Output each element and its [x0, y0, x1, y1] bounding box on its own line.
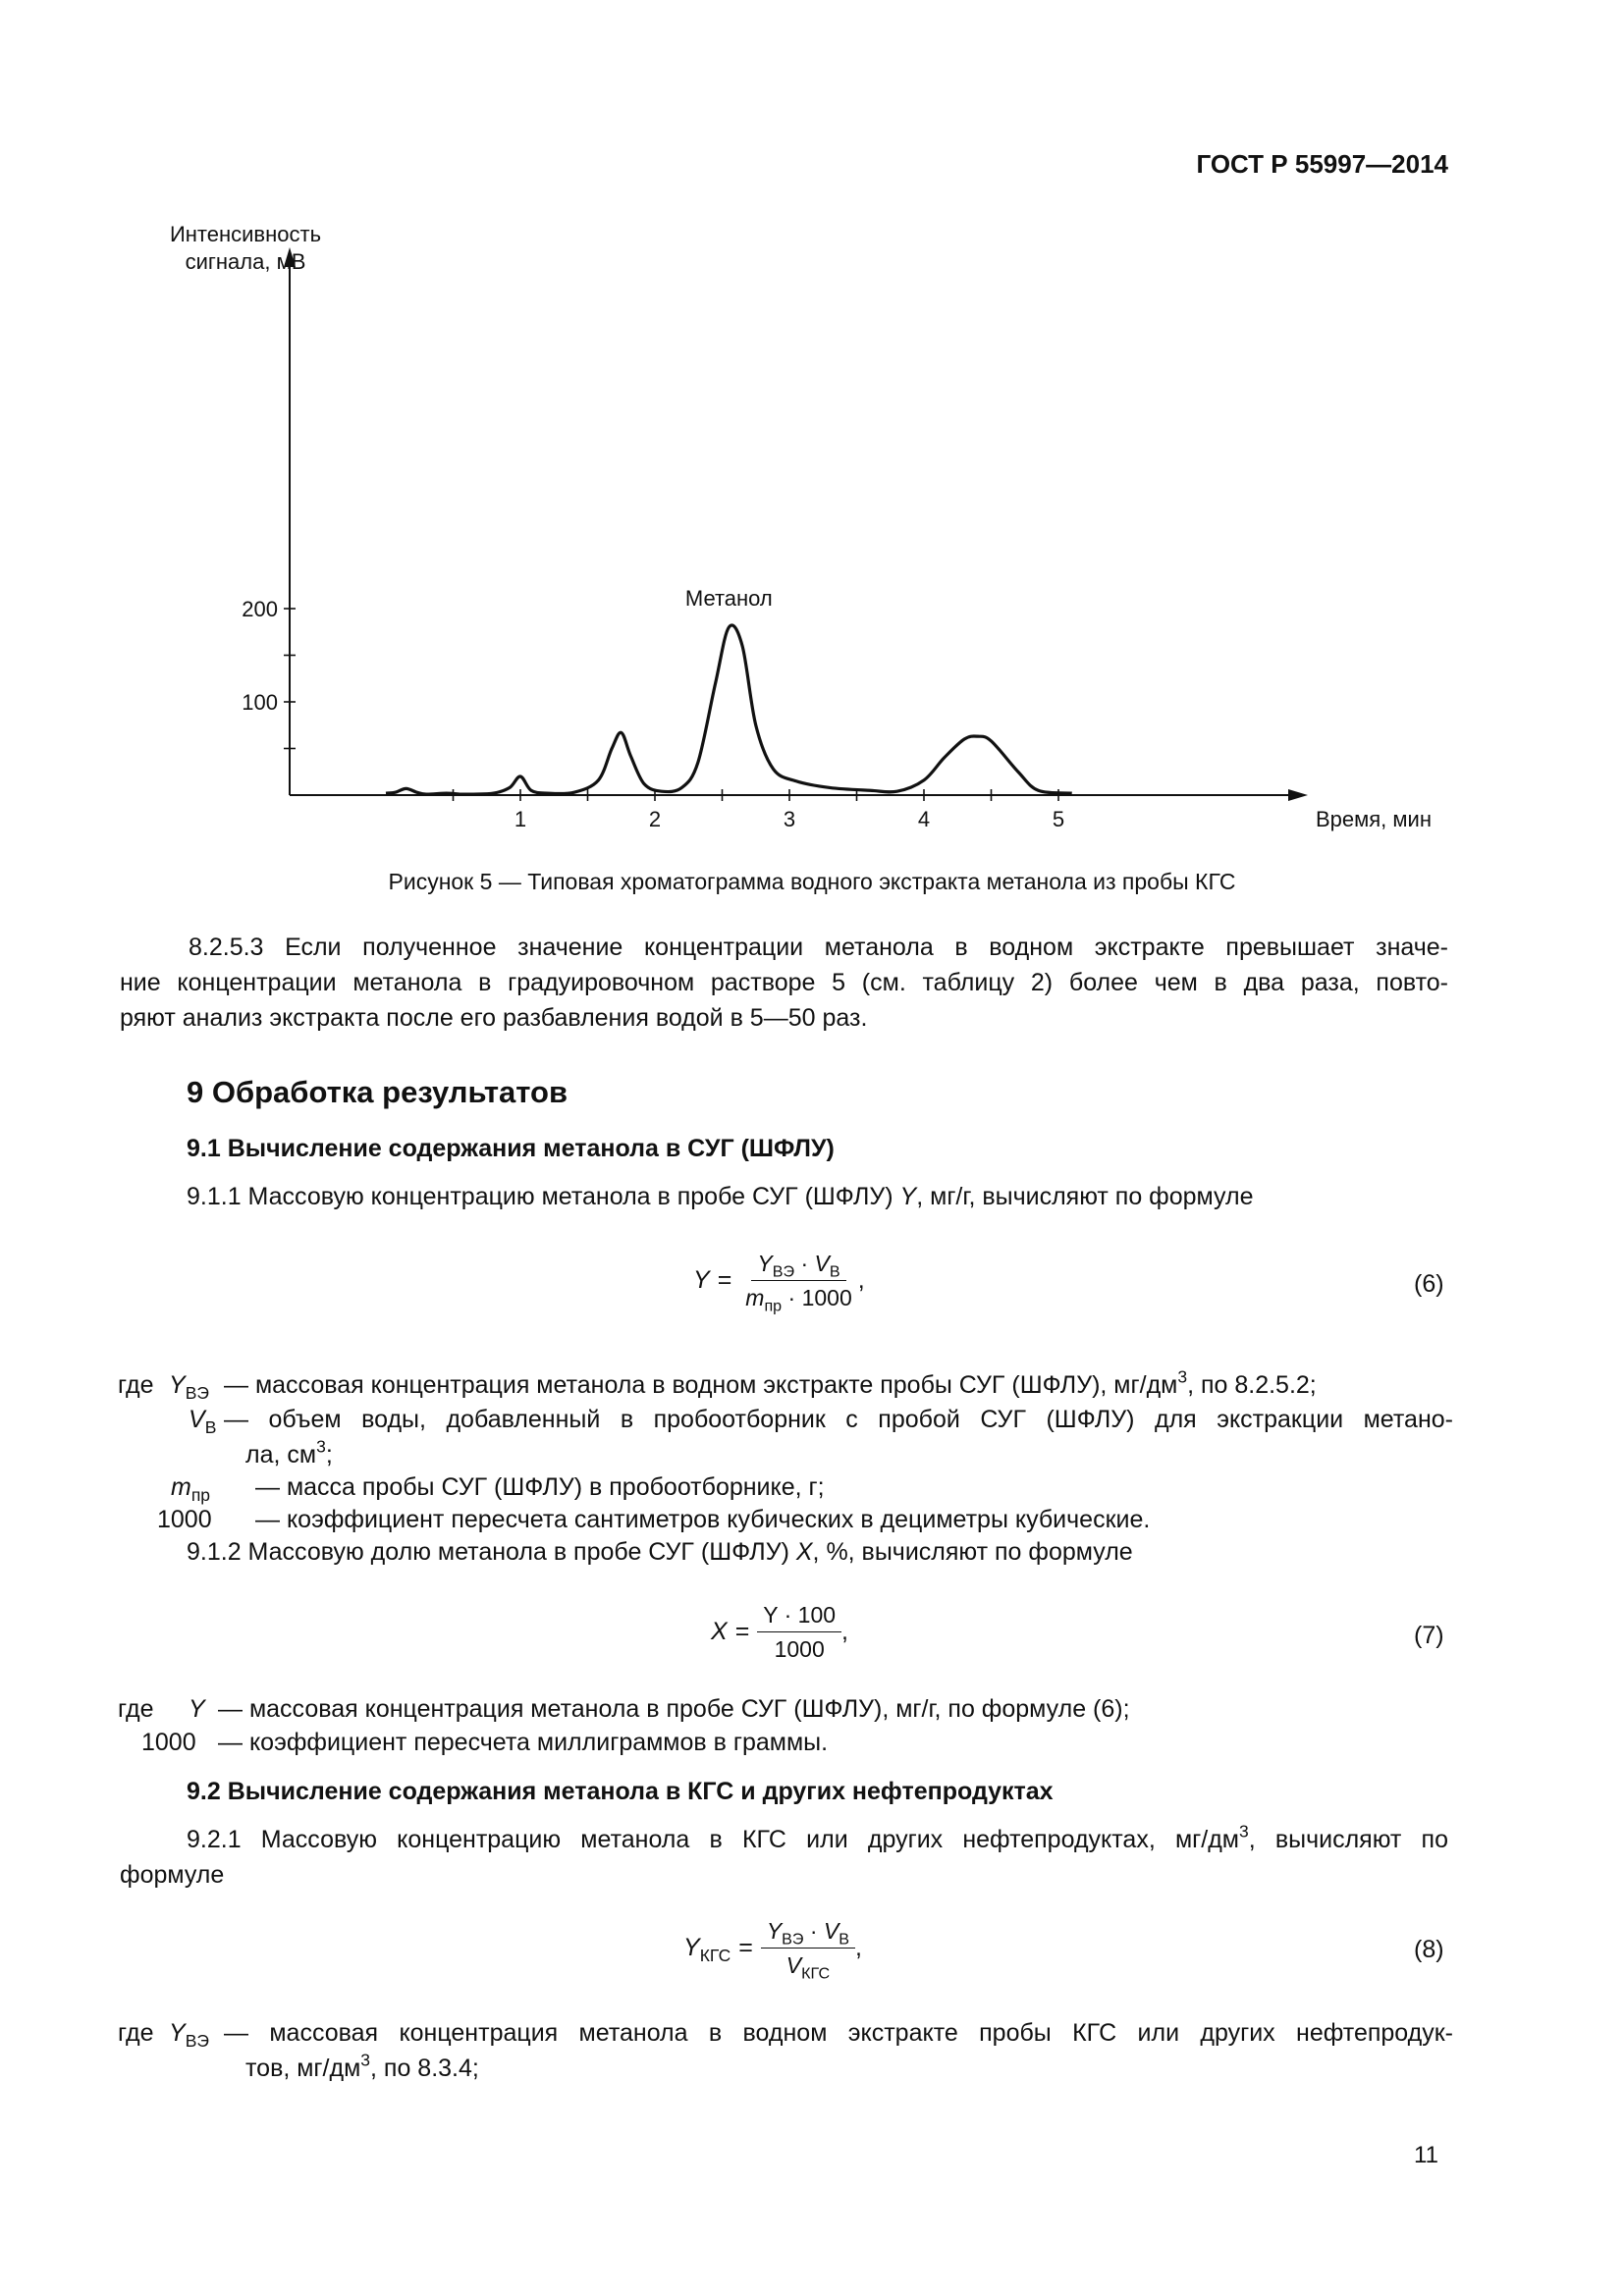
para-line: ние концентрации метанола в градуировочном растворе 5 (см. таблицу 2) более чем в два раза, повто-	[120, 969, 1448, 996]
paragraph-9-2-1: 9.2.1 Массовую концентрацию метанола в КГС или других нефтепродуктах, $мг/дм^3$, вычисляют по формуле	[120, 1821, 1448, 1889]
formula-lhs: Y	[693, 1265, 710, 1294]
page-number: 11	[1414, 2142, 1438, 2168]
formula-fraction: $\frac{Y_{ВЭ} \cdot V_В}{V_{КГС}}$	[761, 1916, 855, 1980]
paragraph-9-1-1	[187, 1179, 1453, 1214]
equals-sign: =	[734, 1617, 750, 1645]
variable: Y	[899, 1183, 917, 1210]
formula-7	[711, 1590, 848, 1673]
x-axis-arrow	[1288, 789, 1308, 801]
formula-fraction: $\frac{Y \cdot 100}{1000}$	[757, 1600, 841, 1664]
formula-number: (8)	[1414, 1936, 1444, 1963]
formula-lhs: X	[711, 1617, 728, 1645]
para-text: , мг/г, вычисляют по формуле	[916, 1183, 1254, 1210]
formula-fraction: $\frac{Y_{ВЭ} \cdot V_В}{m_{пр} \cdot 1000}$	[745, 1250, 852, 1315]
formula-8: $Y_{КГС}$ = $\frac{Y_{ВЭ} \cdot V_В}{V_{КГС}}$ ,	[683, 1917, 862, 1983]
figure-caption: Рисунок 5 — Типовая хроматограмма водного экстракта метанола из пробы КГС	[388, 869, 1236, 894]
paragraph-8-2-5-3	[120, 930, 1448, 1036]
section-heading: 9 Обработка результатов	[187, 1075, 568, 1109]
paragraph-9-1-2: 9.1.2 Массовую долю метанола в пробе СУГ (ШФЛУ) X, %, вычисляют по формуле	[187, 1538, 1133, 1566]
document-id: ГОСТ Р 55997—2014	[1196, 149, 1448, 179]
where-6-item-1: где $Y_{ВЭ}$ — массовая концентрация метанола в водном экстракте пробы СУГ (ШФЛУ), $мг/дм^3$, по 8.2.5.2;	[118, 1366, 1317, 1404]
y-axis-label: сигнала, мВ	[185, 249, 306, 274]
subsection-heading: 9.1 Вычисление содержания метанола в СУГ (ШФЛУ)	[187, 1135, 835, 1162]
para-text: 9.1.1 Массовую концентрацию метанола в пробе СУГ (ШФЛУ)	[187, 1183, 900, 1210]
subsection-heading: 9.2 Вычисление содержания метанола в КГС и других нефтепродуктах	[187, 1778, 1054, 1805]
chromatogram-line	[386, 625, 1072, 794]
chromatogram-chart	[98, 216, 1473, 844]
x-tick-label: 3	[783, 807, 796, 831]
y-tick-label: 200	[242, 597, 278, 621]
y-axis-label: Интенсивность	[169, 222, 322, 246]
formula-comma: ,	[841, 1617, 848, 1645]
x-axis-label: Время, мин	[1316, 807, 1432, 831]
where-8-item-1: где $Y_{ВЭ}$ — массовая концентрация метанола в водном экстракте пробы КГС или других нефтепродук- тов, $мг/дм^3$, по 8.3.4;	[118, 2019, 1453, 2082]
where-7-item-1: где Y — массовая концентрация метанола в пробе СУГ (ШФЛУ), мг/г, по формуле (6);	[118, 1695, 1130, 1723]
x-tick-label: 5	[1052, 807, 1065, 831]
formula-6	[693, 1239, 865, 1321]
equals-sign: =	[717, 1265, 732, 1294]
peak-annotation: Метанол	[684, 586, 773, 612]
formula-number: (7)	[1414, 1622, 1444, 1649]
formula-number: (6)	[1414, 1270, 1444, 1298]
formula-comma: ,	[857, 1265, 865, 1294]
para-line: ряют анализ экстракта после его разбавления водой в 5—50 раз.	[120, 1004, 868, 1032]
y-tick-label: 100	[242, 690, 278, 715]
x-tick-label: 2	[648, 807, 662, 831]
where-label: где	[118, 1371, 154, 1399]
x-tick-label: 1	[514, 807, 527, 831]
para-line: 8.2.5.3 Если полученное значение концентрации метанола в водном экстракте превышает значе-	[189, 934, 1448, 961]
equals-sign: =	[738, 1933, 753, 1961]
x-tick-label: 4	[917, 807, 931, 831]
